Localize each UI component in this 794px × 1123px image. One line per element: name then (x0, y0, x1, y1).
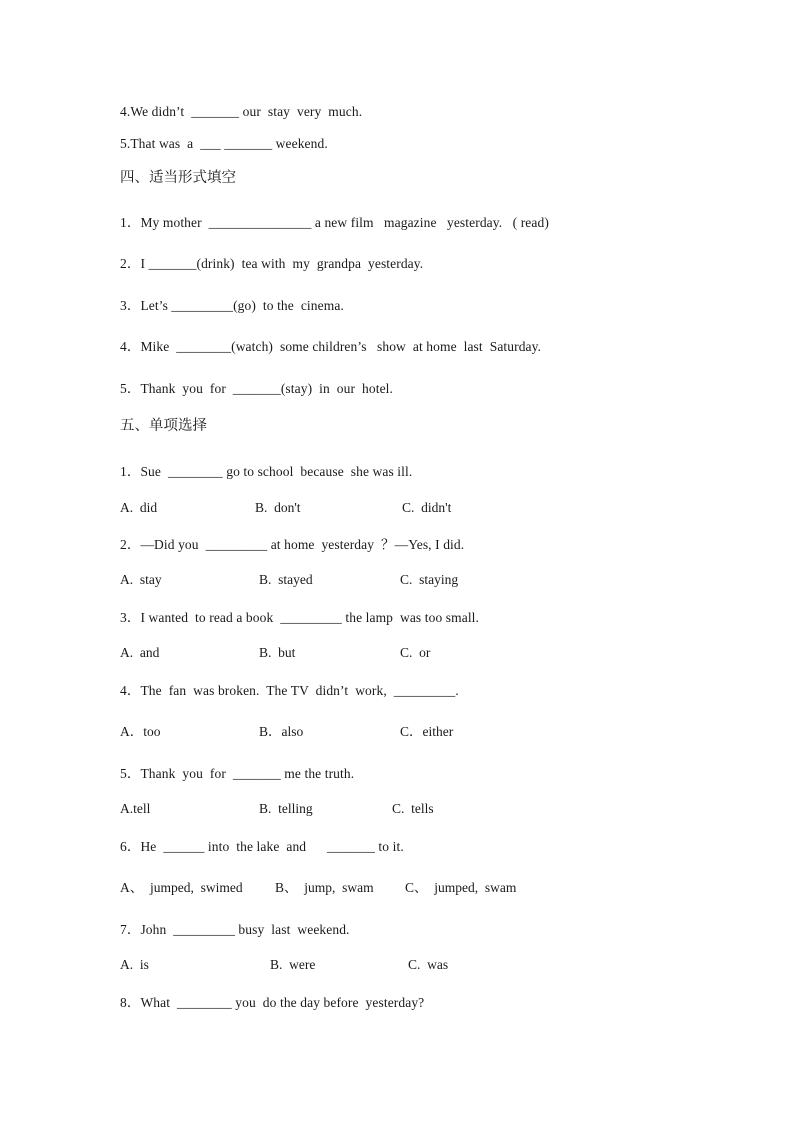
section5-question-4: 4．The fan was broken. The TV didn’t work, _________. (120, 683, 459, 698)
q6-option-a: A、 jumped, swimed (120, 880, 243, 895)
q7-option-a: A. is (120, 957, 149, 972)
q4-option-a: A．too (120, 724, 161, 739)
q4-option-c: C．either (400, 724, 454, 739)
section5-question-2: 2．—Did you _________ at home yesterday ？—Yes, I did. (120, 537, 465, 552)
q3-option-b: B. but (259, 645, 296, 660)
q1-option-a: A. did (120, 500, 158, 515)
section4-question-2: 2．I _______(drink) tea with my grandpa yesterday. (120, 256, 424, 271)
q1-option-c: C. didn't (402, 500, 452, 515)
q6-option-b: B、 jump, swam (275, 880, 374, 895)
section3-question-4: 4.We didn’t _______ our stay very much. (120, 104, 363, 119)
q3-option-a: A. and (120, 645, 160, 660)
section5-question-6: 6．He ______ into the lake and _______ to it. (120, 839, 404, 854)
section3-question-5: 5.That was a ___ _______ weekend. (120, 136, 328, 151)
q5-option-b: B. telling (259, 801, 313, 816)
section5-question-7: 7．John _________ busy last weekend. (120, 922, 350, 937)
q1-option-b: B. don't (255, 500, 301, 515)
section4-question-4: 4．Mike ________(watch) some children’s show at home last Saturday. (120, 339, 542, 354)
q4-option-b: B．also (259, 724, 304, 739)
q2-option-b: B. stayed (259, 572, 313, 587)
section4-question-1: 1．My mother _______________ a new film magazine yesterday. ( read) (120, 215, 549, 230)
q7-option-c: C. was (408, 957, 449, 972)
section5-question-3: 3．I wanted to read a book _________ the lamp was too small. (120, 610, 480, 625)
section5-heading: 五、单项选择 (120, 418, 207, 434)
q2-option-a: A. stay (120, 572, 162, 587)
section4-heading: 四、适当形式填空 (120, 170, 236, 186)
section5-question-8: 8．What ________ you do the day before yesterday? (120, 995, 425, 1010)
q7-option-b: B. were (270, 957, 316, 972)
section5-question-5: 5．Thank you for _______ me the truth. (120, 766, 355, 781)
q5-option-c: C. tells (392, 801, 434, 816)
q5-option-a: A.tell (120, 801, 151, 816)
section5-question-1: 1．Sue ________ go to school because she was ill. (120, 464, 413, 479)
q3-option-c: C. or (400, 645, 431, 660)
section4-question-5: 5．Thank you for _______(stay) in our hotel. (120, 381, 393, 396)
q2-option-c: C. staying (400, 572, 459, 587)
q6-option-c: C、 jumped, swam (405, 880, 517, 895)
section4-question-3: 3．Let’s _________(go) to the cinema. (120, 298, 344, 313)
